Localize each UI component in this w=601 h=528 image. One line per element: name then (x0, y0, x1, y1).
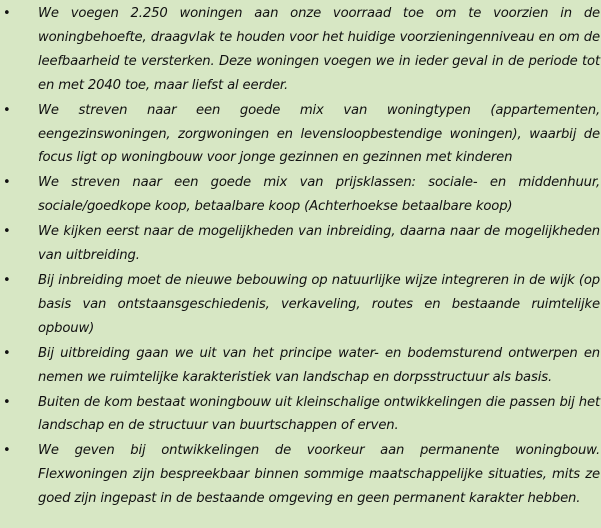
list-item (0, 171, 601, 219)
bullet-icon: • (3, 272, 11, 288)
bullet-icon: • (3, 224, 11, 240)
list-item (0, 2, 601, 98)
bullet-icon: • (3, 6, 11, 21)
list-item (0, 269, 601, 341)
bullet-icon: • (3, 394, 11, 410)
bullet-icon: • (3, 443, 11, 459)
list-item-text: We voegen 2.250 woningen aan onze voorraad toe om te voorzien in de woningbehoefte, draagvlak te houden voor het huidige voorzieningenniveau en om de leefbaarheid te versterken. Deze woningen voegen we in ieder geval in de periode tot en met 2040 toe, maar liefst al eerder. (38, 6, 600, 93)
list-item-text: Buiten de kom bestaat woningbouw uit kleinschalige ontwikkelingen die passen bij het landschap en de structuur van buurtschappen of erven. (38, 394, 600, 434)
list-item (0, 342, 601, 390)
list-item-text: Bij uitbreiding gaan we uit van het principe water- en bodemsturend ontwerpen en nemen we ruimtelijke karakteristiek van landschap en dorpsstructuur als basis. (38, 345, 600, 385)
list-item (0, 220, 601, 268)
bullet-icon: • (3, 102, 11, 118)
list-item-text: We geven bij ontwikkelingen de voorkeur aan permanente woningbouw. Flexwoningen zijn bespreekbaar binnen sommige maatschappelijke situaties, mits ze goed zijn ingepast in de bestaande omgeving en geen permanent karakter hebben. (38, 443, 600, 507)
policy-bullet-list (0, 2, 601, 511)
list-item (0, 439, 601, 511)
list-item-text: Bij inbreiding moet de nieuwe bebouwing op natuurlijke wijze integreren in de wijk (op basis van ontstaansgeschiedenis, verkaveling, routes en bestaande ruimtelijke opbouw) (38, 272, 600, 336)
list-item (0, 99, 601, 171)
list-item-text: We streven naar een goede mix van prijsklassen: sociale- en middenhuur, sociale/goedkope koop, betaalbare koop (Achterhoekse betaalbare koop) (38, 175, 600, 215)
list-item-text: We streven naar een goede mix van woningtypen (appartementen, eengezinswoningen, zorgwoningen en levensloopbestendige woningen), waarbij de focus ligt op woningbouw voor jonge gezinnen en gezinnen met kinderen (38, 102, 600, 166)
bullet-icon: • (3, 175, 11, 191)
list-item (0, 391, 601, 439)
bullet-icon: • (3, 345, 11, 361)
list-item-text: We kijken eerst naar de mogelijkheden van inbreiding, daarna naar de mogelijkheden van uitbreiding. (38, 224, 600, 264)
